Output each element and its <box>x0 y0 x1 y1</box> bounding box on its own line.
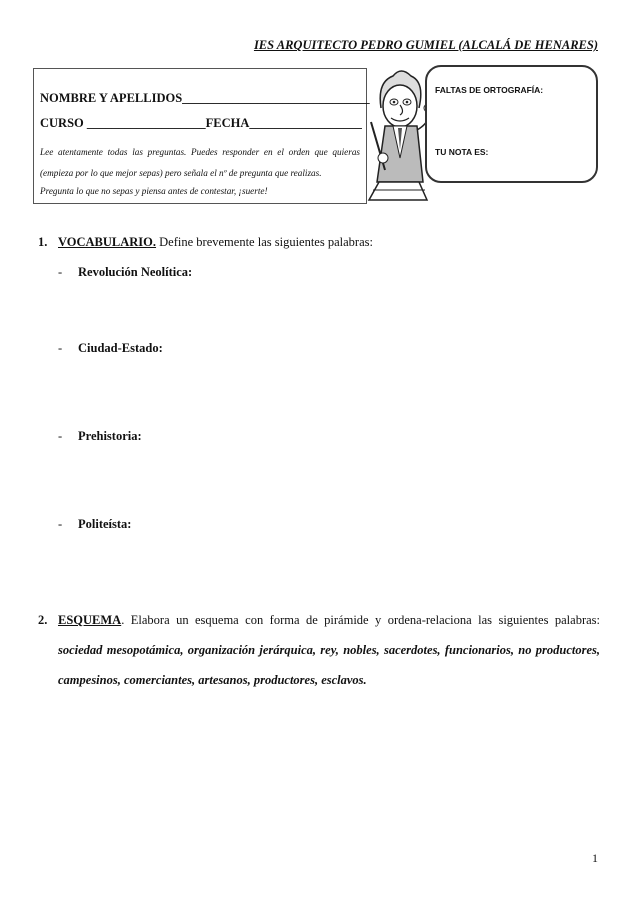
name-field-line: NOMBRE Y APELLIDOS______________________________ <box>40 91 370 105</box>
teacher-cartoon-icon <box>367 62 432 204</box>
exam-instructions: Lee atentamente todas las preguntas. Puedes responder en el orden que quieras (empieza por lo que mejor sepas) pero señala el nº de pregunta que realizas. <box>40 147 360 178</box>
question-2-word-list: sociedad mesopotámica, organización jerárquica, rey, nobles, sacerdotes, funcionarios, no productores, campesinos, comerciantes, artesanos, productores, esclavos. <box>58 643 600 687</box>
vocabulary-item: - Revolución Neolítica: <box>58 265 193 279</box>
vocabulary-item: - Prehistoria: <box>58 429 142 443</box>
question-1 <box>38 235 373 250</box>
exam-encouragement: Pregunta lo que no sepas y piensa antes de contestar, ¡suerte! <box>40 186 268 196</box>
vocabulary-term: Ciudad-Estado: <box>78 341 163 355</box>
course-date-field-line: CURSO ___________________FECHA__________________ <box>40 116 362 130</box>
question-2-title: ESQUEMA <box>58 613 122 627</box>
question-2 <box>38 605 600 695</box>
question-1-prompt: Define brevemente las siguientes palabras: <box>156 235 373 249</box>
question-1-title: VOCABULARIO. <box>58 235 157 249</box>
grade-speech-bubble <box>425 65 598 183</box>
question-1-number: 1. <box>38 235 48 249</box>
question-2-number: 2. <box>38 613 48 627</box>
page-number: 1 <box>592 851 598 865</box>
vocabulary-term: Prehistoria: <box>78 429 142 443</box>
spelling-errors-label: FALTAS DE ORTOGRAFÍA: <box>435 85 544 95</box>
vocabulary-item: - Ciudad-Estado: <box>58 341 163 355</box>
vocabulary-item: - Politeísta: <box>58 517 132 531</box>
vocabulary-term: Politeísta: <box>78 517 132 531</box>
vocabulary-term: Revolución Neolítica: <box>78 265 193 279</box>
grade-label: TU NOTA ES: <box>435 147 489 157</box>
question-2-prompt: . Elabora un esquema con forma de pirámide y ordena-relaciona las siguientes palabras: <box>121 613 600 627</box>
student-info-box <box>33 68 370 204</box>
school-header: IES ARQUITECTO PEDRO GUMIEL (ALCALÁ DE HENARES) <box>253 38 598 52</box>
